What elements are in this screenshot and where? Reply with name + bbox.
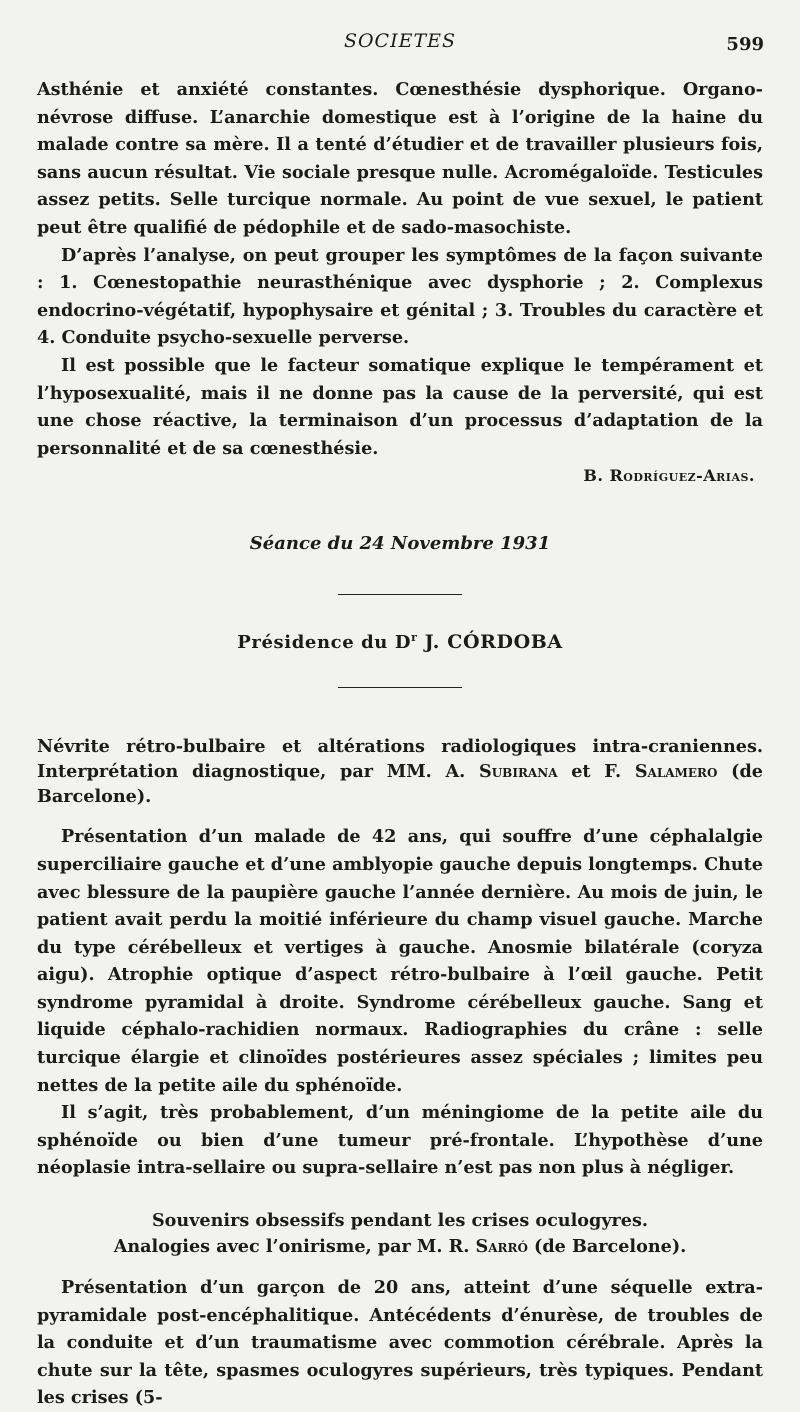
article-title-line bbox=[37, 1234, 763, 1260]
byline: par MM. A. bbox=[326, 761, 480, 783]
article-title-line: Souvenirs obsessifs pendant les crises oculogyres. bbox=[151, 1210, 649, 1232]
page-header bbox=[0, 30, 800, 56]
page-body bbox=[37, 76, 763, 1412]
author-name: Subirana bbox=[479, 761, 558, 783]
session-heading: Séance du 24 Novembre 1931 bbox=[249, 533, 551, 555]
article-title-text: Analogies avec l’onirisme, bbox=[113, 1236, 372, 1258]
page-number: 599 bbox=[726, 34, 764, 55]
presidency-heading bbox=[37, 631, 763, 653]
paragraph: Présentation d’un garçon de 20 ans, atteint d’une séquelle extra-pyramidale post-encéphalitique. Antécédents d’énurèse, de troubles de la conduite et d’un traumatisme avec commotion cérébrale. Après la chute sur la tête, spasmes oculogyres supérieurs, très typiques. Pendant les crises (5- bbox=[37, 1277, 763, 1409]
divider bbox=[338, 687, 462, 688]
author-place: (de Barcelone). bbox=[527, 1236, 687, 1258]
article-title bbox=[37, 1208, 763, 1260]
paragraph: Il s’agit, très probablement, d’un méningiome de la petite aile du sphénoïde ou bien d’une tumeur pré-frontale. L’hypothèse d’une néoplasie intra-sellaire ou supra-sellaire n’est pas non plus à négliger. bbox=[37, 1102, 763, 1179]
presidency-label: Présidence du D bbox=[237, 632, 412, 654]
signature bbox=[37, 466, 755, 485]
author-place: (de Barcelone). bbox=[37, 761, 764, 808]
author-name: Salamero bbox=[634, 761, 718, 783]
running-title: SOCIETES bbox=[343, 30, 457, 52]
article-title-text: Névrite rétro-bulbaire et altérations radiologiques intra-craniennes. Interprétation diagnostique, bbox=[37, 736, 763, 783]
president-name: J. CÓRDOBA bbox=[417, 631, 563, 654]
author-name: Sarró bbox=[475, 1236, 528, 1258]
divider bbox=[338, 594, 462, 595]
signature-name: Rodríguez-Arias. bbox=[609, 466, 755, 486]
article-title bbox=[37, 734, 763, 809]
presidency-superscript: r bbox=[411, 631, 418, 645]
paragraph: Il est possible que le facteur somatique explique le tempérament et l’hyposexualité, mais il ne donne pas la cause de la perversité, qui est une chose réactive, la terminaison d’un processus d’adaptation de la personnalité et de sa cœnesthésie. bbox=[37, 354, 763, 459]
paragraph: Asthénie et anxiété constantes. Cœnesthésie dysphorique. Organo-névrose diffuse. L’anarchie domestique est à l’origine de la haine du malade contre sa mère. Il a tenté d’étudier et de travailler plusieurs fois, sans aucun résultat. Vie sociale presque nulle. Acromégaloïde. Testicules assez petits. Selle turcique normale. Au point de vue sexuel, le patient peut être qualifié de pédophile et de sado-masochiste. bbox=[37, 79, 763, 238]
paragraph: D’après l’analyse, on peut grouper les symptômes de la façon suivante : 1. Cœnestopathie neurasthénique avec dysphorie ; 2. Complexus endocrino-végétatif, hypophysaire et génital ; 3. Troubles du caractère et 4. Conduite psycho-sexuelle perverse. bbox=[37, 244, 763, 349]
byline: par M. R. bbox=[371, 1236, 476, 1258]
paragraph: Présentation d’un malade de 42 ans, qui souffre d’une céphalalgie superciliaire gauche et d’une amblyopie gauche depuis longtemps. Chute avec blessure de la paupière gauche l’année dernière. Au mois de juin, le patient avait perdu la moitié inférieure du champ visuel gauche. Marche du type cérébelleux et vertiges à gauche. Anosmie bilatérale (coryza aigu). Atrophie optique d’aspect rétro-bulbaire à l’œil gauche. Petit syndrome pyramidal à droite. Syndrome cérébelleux gauche. Sang et liquide céphalo-rachidien normaux. Radiographies du crâne : selle turcique élargie et clinoïdes postérieures assez spéciales ; limites peu nettes de la petite aile du sphénoïde. bbox=[37, 826, 763, 1096]
signature-initial: B. bbox=[583, 466, 610, 486]
byline-connector: et F. bbox=[557, 761, 635, 783]
